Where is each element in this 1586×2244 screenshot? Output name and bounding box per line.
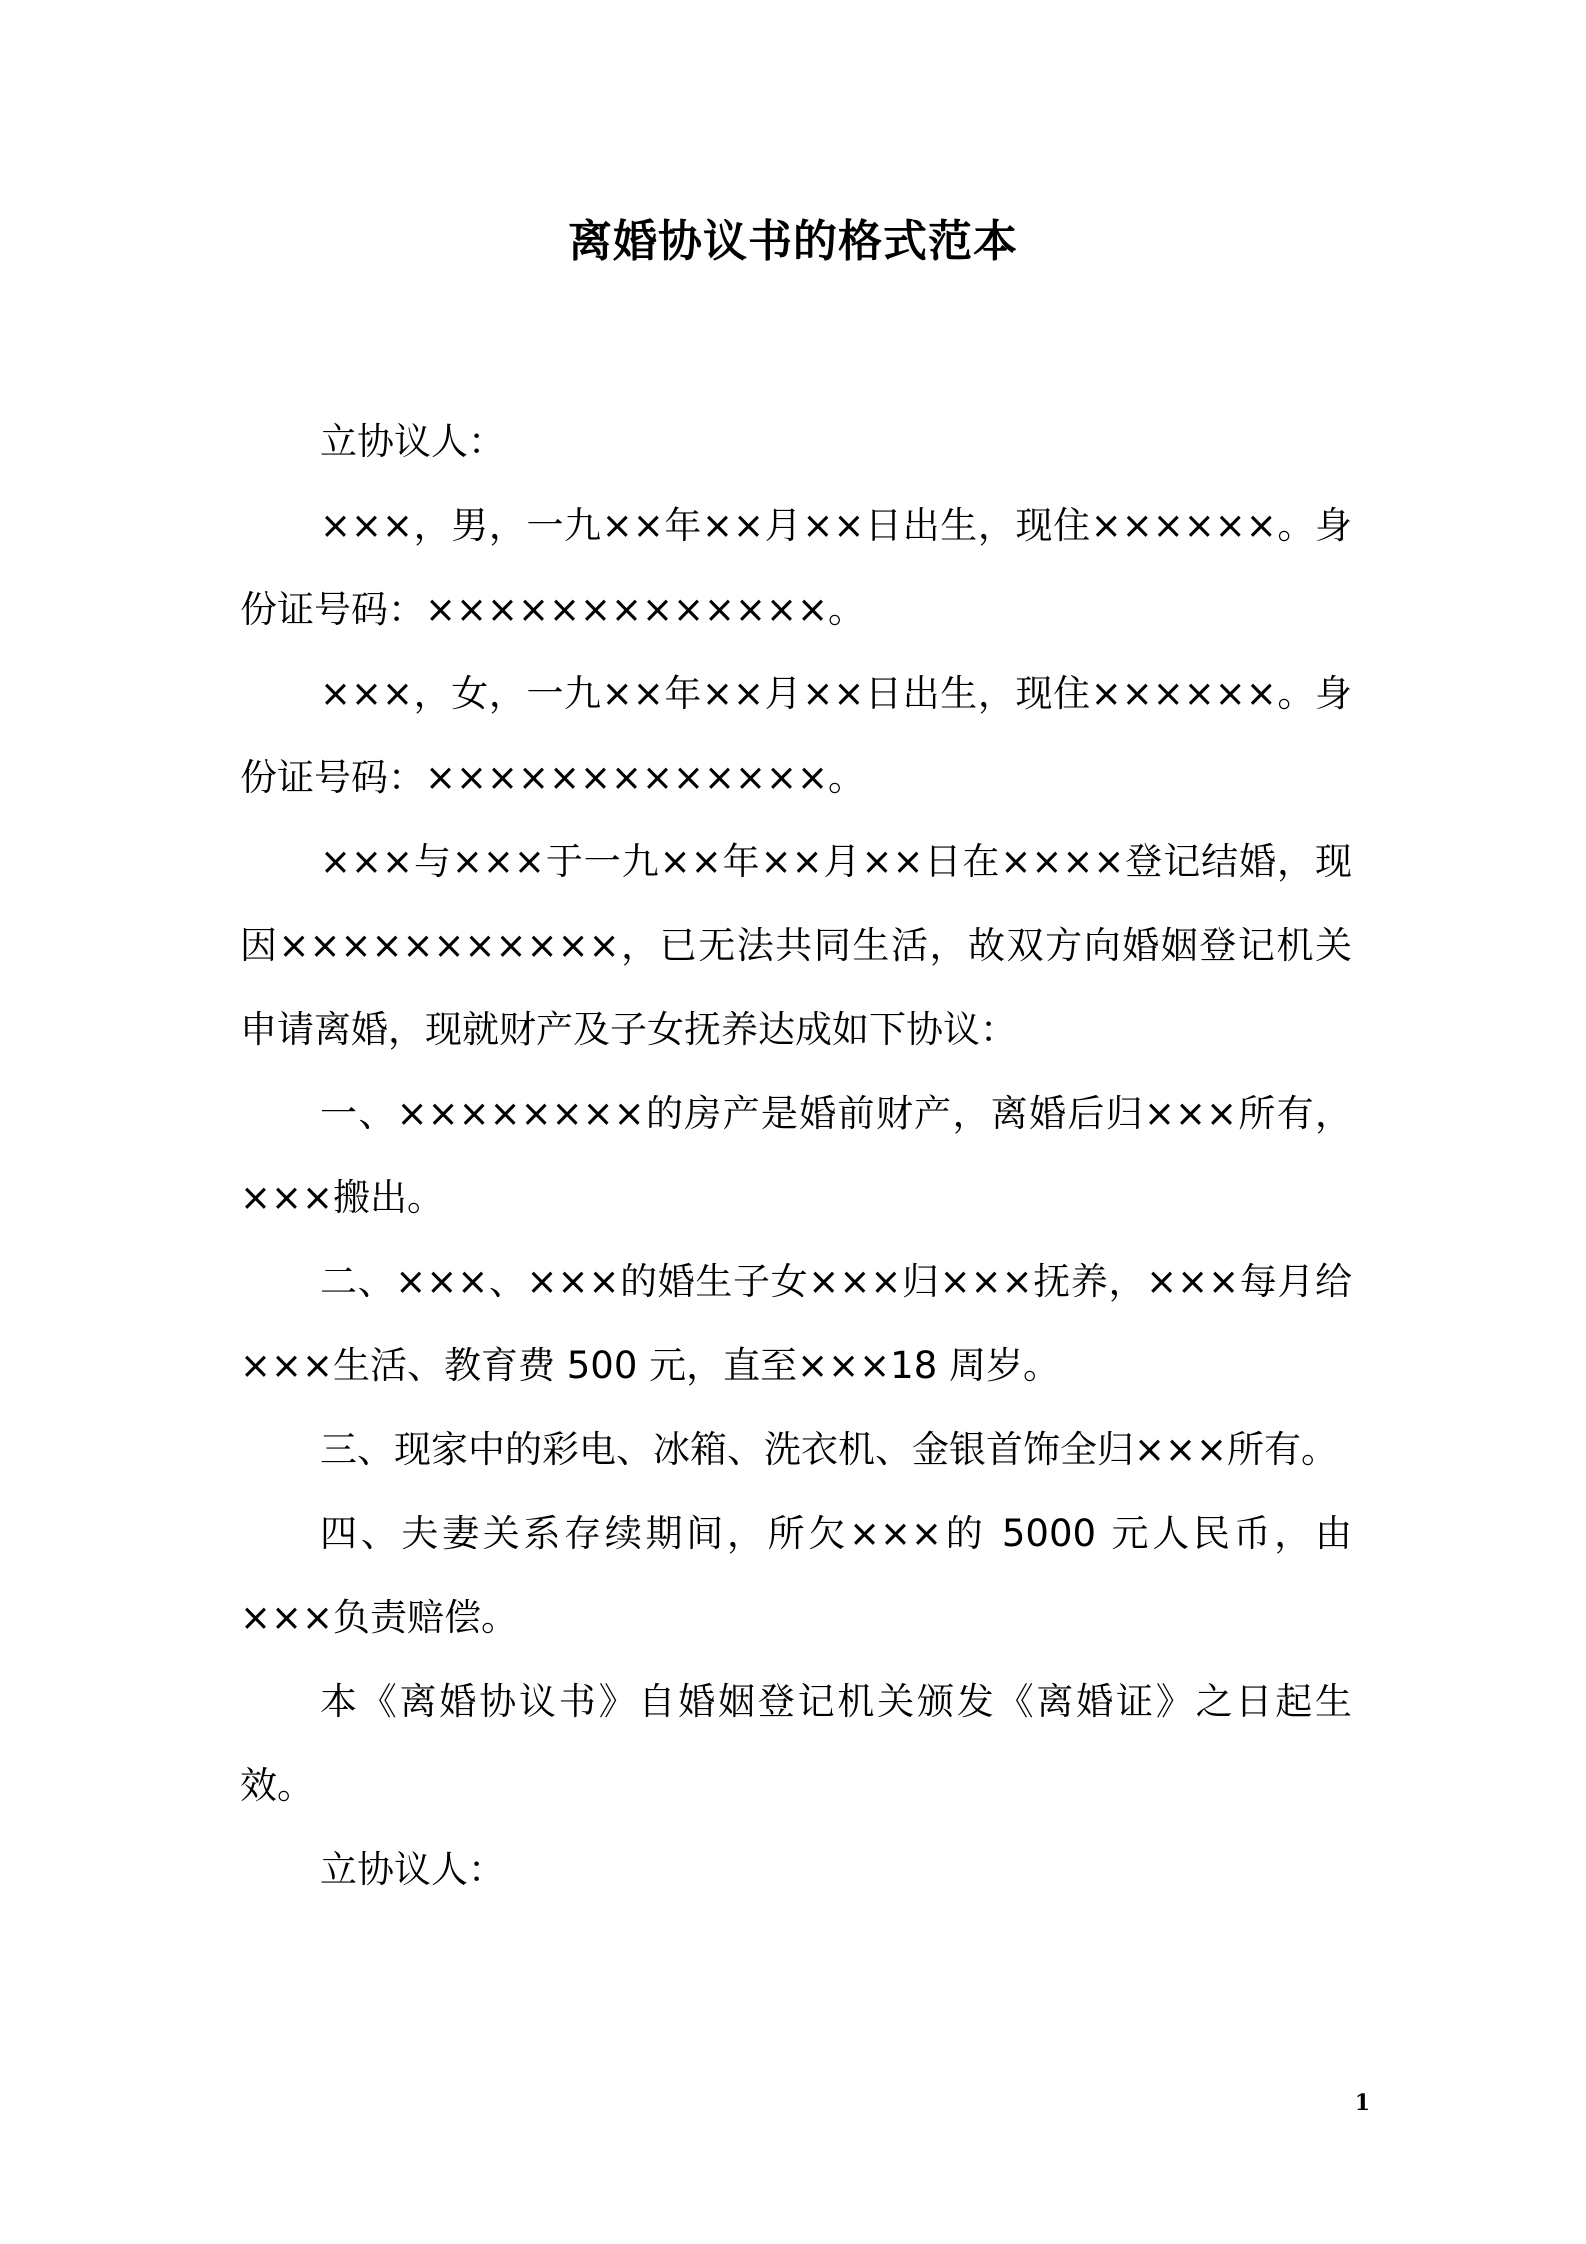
- party-male-info: ×××，男，一九××年××月××日出生，现住××××××。身份证号码：×××××××××××××。: [240, 504, 1352, 631]
- party-heading: 立协议人：: [320, 420, 505, 463]
- party-female-info: ×××，女，一九××年××月××日出生，现住××××××。身份证号码：×××××××××××××。: [240, 672, 1352, 799]
- clause-1-property: 一、××××××××的房产是婚前财产，离婚后归×××所有，×××搬出。: [240, 1092, 1352, 1219]
- signature-heading: 立协议人：: [320, 1848, 505, 1891]
- effective-clause: 本《离婚协议书》自婚姻登记机关颁发《离婚证》之日起生效。: [240, 1680, 1352, 1807]
- marriage-statement: ×××与×××于一九××年××月××日在××××登记结婚，现因×××××××××××，已无法共同生活，故双方向婚姻登记机关申请离婚，现就财产及子女抚养达成如下协议：: [240, 840, 1352, 1051]
- clause-3-household-items: 三、现家中的彩电、冰箱、洗衣机、金银首饰全归×××所有。: [320, 1428, 1339, 1471]
- document-title: 离婚协议书的格式范本: [568, 216, 1018, 267]
- clause-2-child-custody: 二、×××、×××的婚生子女×××归×××抚养，×××每月给×××生活、教育费 500 元，直至×××18 周岁。: [240, 1260, 1352, 1387]
- document-body: [240, 400, 1352, 1912]
- page-number: 1: [1354, 2090, 1370, 2116]
- clause-4-debt: 四、夫妻关系存续期间，所欠×××的 5000 元人民币，由×××负责赔偿。: [240, 1512, 1352, 1639]
